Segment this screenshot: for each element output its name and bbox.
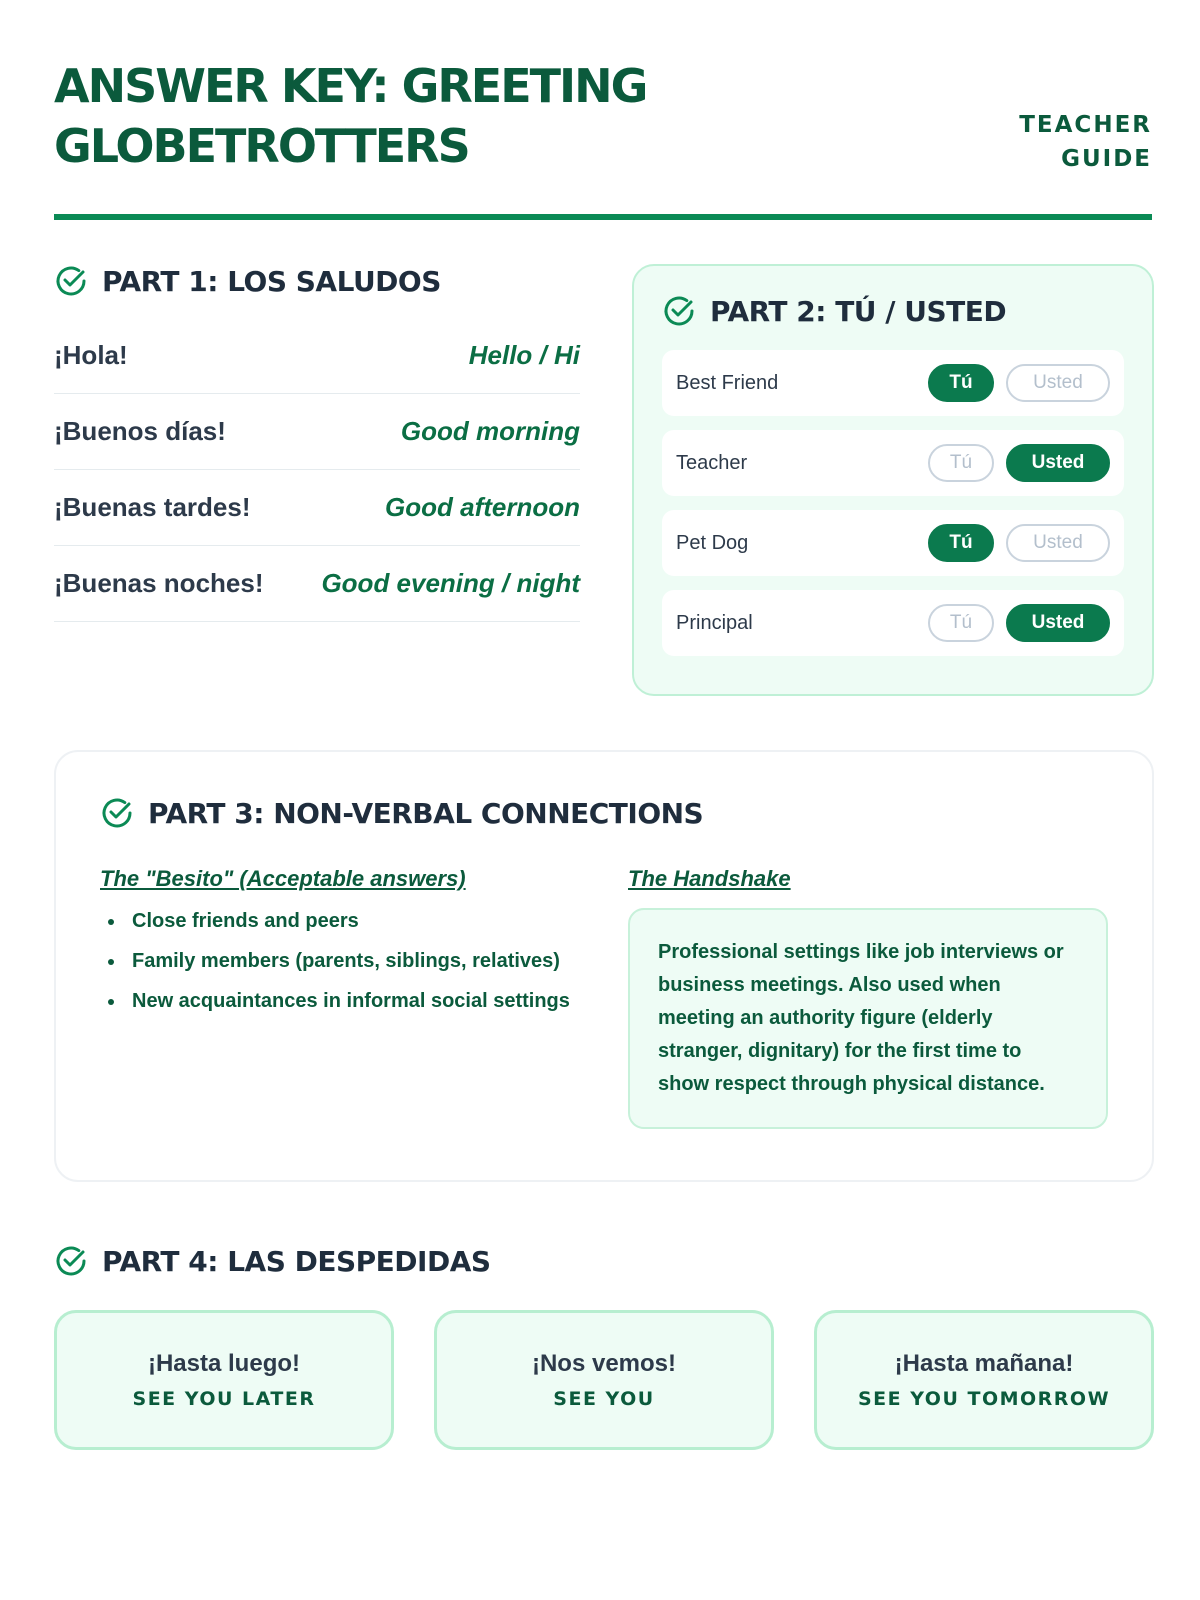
farewell-card [54,1310,394,1450]
tag-line-1: TEACHER [1019,112,1152,138]
farewell-english: SEE YOU [553,1388,655,1410]
part2-section [632,264,1154,696]
farewell-card [814,1310,1154,1450]
handshake-answer-box: Professional settings like job interviews or business meetings. Also used when meeting an authority figure (elderly stranger, dignitary) for the first time to show respect through physical distance. [628,908,1108,1129]
part2-heading-text: PART 2: TÚ / USTED [710,294,1007,328]
greeting-english: Good morning [400,416,580,446]
greeting-english: Good afternoon [385,492,580,522]
formality-row-label: Teacher [676,451,748,474]
part3-heading [100,796,1108,830]
greeting-spanish: ¡Buenas noches! [54,568,264,598]
part2-heading [662,294,1124,328]
usted-option[interactable]: Usted [1006,364,1110,402]
part3-heading-text: PART 3: NON-VERBAL CONNECTIONS [148,796,704,830]
greeting-spanish: ¡Buenos días! [54,416,226,446]
greeting-row [54,470,580,546]
title-line-2: GLOBETROTTERS [54,119,469,173]
usted-option[interactable]: Usted [1006,604,1110,642]
besito-column [100,866,590,1129]
farewell-english: SEE YOU LATER [132,1388,316,1410]
besito-heading: The "Besito" (Acceptable answers) [100,866,466,891]
page-title [54,56,754,176]
greeting-row [54,394,580,470]
formality-options [928,604,1110,642]
header-divider [54,214,1152,220]
greeting-row [54,318,580,394]
part4-section [54,1244,1154,1450]
tu-option[interactable]: Tú [928,364,994,402]
usted-option[interactable]: Usted [1006,524,1110,562]
formality-options [928,444,1110,482]
check-circle-icon [54,1244,88,1278]
part1-heading [54,264,580,298]
formality-row [662,430,1124,496]
greeting-spanish: ¡Buenas tardes! [54,492,251,522]
farewell-cards [54,1310,1154,1450]
formality-row [662,510,1124,576]
page-header [54,56,1152,226]
greeting-row [54,546,580,622]
tu-option[interactable]: Tú [928,524,994,562]
part4-heading-text: PART 4: LAS DESPEDIDAS [102,1244,491,1278]
title-line-1: ANSWER KEY: GREETING [54,59,647,113]
part1-section [54,264,580,622]
formality-row [662,590,1124,656]
formality-options [928,364,1110,402]
farewell-spanish: ¡Nos vemos! [531,1350,677,1377]
list-item: New acquaintances in informal social settings [100,988,590,1015]
besito-list [100,908,590,1015]
formality-row-label: Principal [676,611,753,634]
formality-row-label: Best Friend [676,371,779,394]
tu-option[interactable]: Tú [928,444,994,482]
tag-line-2: GUIDE [1061,146,1152,172]
formality-options [928,524,1110,562]
farewell-spanish: ¡Hasta mañana! [894,1350,1074,1377]
farewell-spanish: ¡Hasta luego! [147,1350,300,1377]
part3-section [54,750,1154,1182]
list-item: Family members (parents, siblings, relatives) [100,948,590,975]
part1-heading-text: PART 1: LOS SALUDOS [102,264,441,298]
handshake-heading: The Handshake [628,866,791,891]
check-circle-icon [662,294,696,328]
tu-option[interactable]: Tú [928,604,994,642]
check-circle-icon [100,796,134,830]
list-item: Close friends and peers [100,908,590,935]
formality-row [662,350,1124,416]
greeting-spanish: ¡Hola! [54,340,128,370]
farewell-card [434,1310,774,1450]
greeting-english: Good evening / night [321,568,580,598]
handshake-column [628,866,1108,1129]
part3-columns [100,866,1108,1129]
formality-row-label: Pet Dog [676,531,749,554]
part4-heading [54,1244,1154,1278]
farewell-english: SEE YOU TOMORROW [857,1388,1111,1410]
usted-option[interactable]: Usted [1006,444,1110,482]
greeting-english: Hello / Hi [468,340,580,370]
check-circle-icon [54,264,88,298]
teacher-guide-tag [1019,108,1152,176]
